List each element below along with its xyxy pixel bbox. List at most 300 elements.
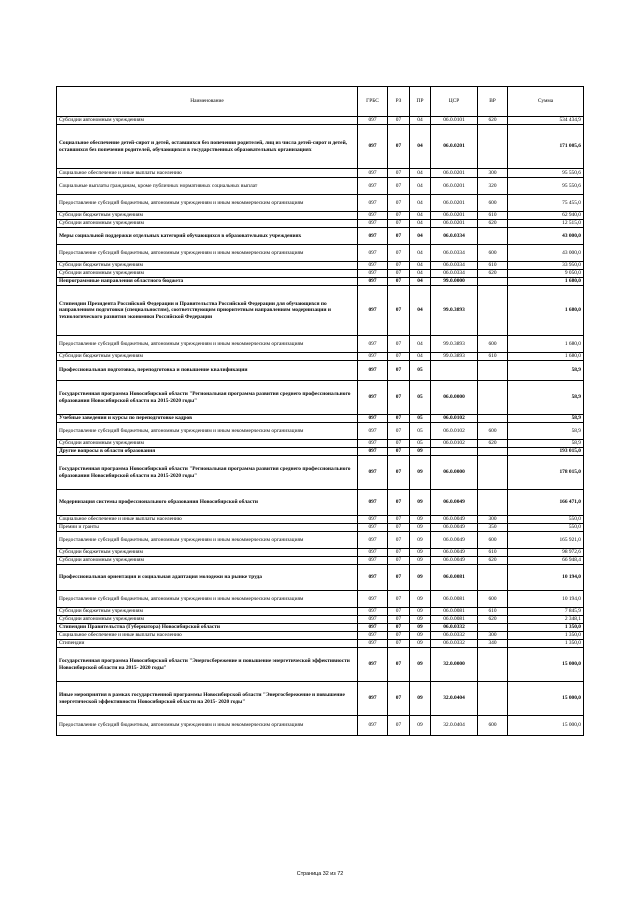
cell-grbs: 097 [358, 632, 388, 640]
cell-sum: 178 015,0 [508, 456, 584, 490]
cell-sum: 171 005,6 [508, 125, 584, 169]
table-row [57, 220, 584, 228]
cell-sum: 62 940,0 [508, 212, 584, 220]
cell-pr: 04 [410, 286, 431, 336]
cell-name: Предоставление субсидий бюджетным, автономным учреждениям и иным некоммерческим организациям [57, 423, 358, 440]
cell-csr: 06.0.0334 [431, 245, 478, 262]
cell-sum: 534 434,9 [508, 117, 584, 125]
cell-vr: 620 [478, 440, 508, 448]
cell-vr: 610 [478, 212, 508, 220]
cell-sum: 43 000,0 [508, 228, 584, 245]
cell-name: Государственная программа Новосибирской области "Региональная программа развития среднего профессионального образования Новосибирской области на 2015-2020 годы" [57, 381, 358, 415]
cell-vr: 620 [478, 220, 508, 228]
cell-rz: 07 [388, 361, 410, 381]
cell-pr: 04 [410, 270, 431, 278]
cell-grbs: 097 [358, 591, 388, 608]
cell-vr [478, 456, 508, 490]
cell-rz: 07 [388, 212, 410, 220]
table-row [57, 381, 584, 415]
cell-pr: 09 [410, 616, 431, 624]
cell-csr: 06.0.0102 [431, 440, 478, 448]
cell-sum: 95 550,6 [508, 169, 584, 178]
cell-grbs: 097 [358, 353, 388, 361]
cell-grbs: 097 [358, 565, 388, 591]
cell-sum: 1 350,0 [508, 624, 584, 632]
cell-sum: 550,0 [508, 524, 584, 532]
cell-csr: 99.0.3893 [431, 336, 478, 353]
col-header-grbs: ГРБС [358, 87, 388, 117]
table-row [57, 448, 584, 456]
cell-sum: 15 000,0 [508, 682, 584, 716]
cell-csr: 99.0.3893 [431, 353, 478, 361]
table-row [57, 336, 584, 353]
cell-grbs: 097 [358, 286, 388, 336]
cell-sum: 75 455,0 [508, 195, 584, 212]
table-row [57, 549, 584, 557]
table-body [57, 117, 584, 736]
col-header-vr: ВР [478, 87, 508, 117]
cell-rz: 07 [388, 423, 410, 440]
table-row [57, 440, 584, 448]
cell-vr: 610 [478, 608, 508, 616]
cell-grbs: 097 [358, 549, 388, 557]
cell-pr: 04 [410, 117, 431, 125]
table-row [57, 682, 584, 716]
cell-vr: 600 [478, 245, 508, 262]
cell-rz: 07 [388, 169, 410, 178]
cell-sum: 10 194,0 [508, 565, 584, 591]
cell-vr: 600 [478, 336, 508, 353]
cell-name: Модернизация системы профессионального образования Новосибирской области [57, 490, 358, 516]
cell-name: Предоставление субсидий бюджетным, автономным учреждениям и иным некоммерческим организациям [57, 532, 358, 549]
cell-sum: 58,9 [508, 440, 584, 448]
table-row [57, 212, 584, 220]
cell-pr: 09 [410, 524, 431, 532]
cell-csr: 06.0.0332 [431, 640, 478, 648]
cell-vr [478, 361, 508, 381]
table-row [57, 524, 584, 532]
cell-vr: 620 [478, 270, 508, 278]
cell-csr: 32.0.0404 [431, 716, 478, 736]
cell-csr: 06.0.0102 [431, 423, 478, 440]
cell-name: Субсидии автономным учреждениям [57, 616, 358, 624]
cell-csr: 06.0.0081 [431, 616, 478, 624]
table-row [57, 270, 584, 278]
cell-csr: 06.0.0332 [431, 624, 478, 632]
cell-rz: 07 [388, 117, 410, 125]
cell-csr: 06.0.0334 [431, 228, 478, 245]
cell-grbs: 097 [358, 278, 388, 286]
cell-csr: 06.0.0201 [431, 178, 478, 195]
cell-grbs: 097 [358, 516, 388, 524]
table-row [57, 125, 584, 169]
cell-pr: 09 [410, 716, 431, 736]
cell-vr: 340 [478, 640, 508, 648]
cell-rz: 07 [388, 278, 410, 286]
table-row [57, 195, 584, 212]
cell-vr: 610 [478, 262, 508, 270]
cell-csr: 06.0.0049 [431, 557, 478, 565]
cell-pr: 05 [410, 440, 431, 448]
table-row [57, 640, 584, 648]
cell-sum: 98 972,6 [508, 549, 584, 557]
table-header-row [57, 87, 584, 117]
cell-vr: 620 [478, 117, 508, 125]
col-header-rz: РЗ [388, 87, 410, 117]
cell-pr: 05 [410, 381, 431, 415]
cell-vr: 600 [478, 423, 508, 440]
cell-pr: 09 [410, 532, 431, 549]
cell-pr: 09 [410, 549, 431, 557]
cell-rz: 07 [388, 557, 410, 565]
cell-vr [478, 648, 508, 682]
cell-name: Предоставление субсидий бюджетным, автономным учреждениям и иным некоммерческим организациям [57, 195, 358, 212]
cell-rz: 07 [388, 565, 410, 591]
cell-grbs: 097 [358, 212, 388, 220]
cell-csr: 06.0.0049 [431, 490, 478, 516]
table-row [57, 353, 584, 361]
cell-name: Стипендии Правительства (Губернатора) Новосибирской области [57, 624, 358, 632]
cell-csr: 06.0.0201 [431, 169, 478, 178]
table-row [57, 490, 584, 516]
cell-vr [478, 278, 508, 286]
cell-vr: 600 [478, 195, 508, 212]
cell-grbs: 097 [358, 608, 388, 616]
table-row [57, 648, 584, 682]
cell-grbs: 097 [358, 336, 388, 353]
cell-pr: 04 [410, 228, 431, 245]
cell-rz: 07 [388, 524, 410, 532]
cell-grbs: 097 [358, 245, 388, 262]
cell-sum: 193 015,0 [508, 448, 584, 456]
table-row [57, 117, 584, 125]
cell-sum: 1 680,0 [508, 353, 584, 361]
cell-name: Иные мероприятия в рамках государственной программы Новосибирской области "Энергосбережение и повышение энергетической эффективности Новосибирской области на 2015- 2020 годы" [57, 682, 358, 716]
cell-grbs: 097 [358, 682, 388, 716]
cell-name: Субсидии бюджетным учреждениям [57, 549, 358, 557]
budget-table [56, 86, 584, 736]
cell-name: Премии и гранты [57, 524, 358, 532]
cell-name: Субсидии бюджетным учреждениям [57, 262, 358, 270]
cell-name: Государственная программа Новосибирской области "Энергосбережение и повышение энергетической эффективности Новосибирской области на 2015- 2020 годы" [57, 648, 358, 682]
cell-name: Другие вопросы в области образования [57, 448, 358, 456]
cell-grbs: 097 [358, 557, 388, 565]
cell-grbs: 097 [358, 195, 388, 212]
cell-rz: 07 [388, 591, 410, 608]
cell-rz: 07 [388, 616, 410, 624]
cell-rz: 07 [388, 336, 410, 353]
cell-sum: 15 000,0 [508, 648, 584, 682]
cell-csr: 06.0.0201 [431, 212, 478, 220]
cell-grbs: 097 [358, 624, 388, 632]
cell-vr [478, 381, 508, 415]
cell-sum: 550,0 [508, 516, 584, 524]
cell-name: Субсидии автономным учреждениям [57, 270, 358, 278]
table-row [57, 169, 584, 178]
table-row [57, 228, 584, 245]
cell-vr [478, 228, 508, 245]
cell-pr: 05 [410, 415, 431, 423]
cell-pr: 09 [410, 516, 431, 524]
cell-grbs: 097 [358, 262, 388, 270]
cell-sum: 1 680,0 [508, 336, 584, 353]
cell-rz: 07 [388, 415, 410, 423]
cell-rz: 07 [388, 516, 410, 524]
cell-sum: 165 921,0 [508, 532, 584, 549]
cell-rz: 07 [388, 682, 410, 716]
cell-vr: 300 [478, 169, 508, 178]
cell-csr: 06.0.0049 [431, 549, 478, 557]
table-row [57, 278, 584, 286]
cell-name: Учебные заведения и курсы по переподготовке кадров [57, 415, 358, 423]
cell-vr: 300 [478, 516, 508, 524]
cell-grbs: 097 [358, 178, 388, 195]
cell-sum: 58,9 [508, 381, 584, 415]
cell-pr: 04 [410, 169, 431, 178]
cell-grbs: 097 [358, 270, 388, 278]
cell-csr: 06.0.0000 [431, 381, 478, 415]
cell-vr [478, 682, 508, 716]
cell-rz: 07 [388, 716, 410, 736]
cell-pr: 04 [410, 220, 431, 228]
cell-name: Предоставление субсидий бюджетным, автономным учреждениям и иным некоммерческим организациям [57, 591, 358, 608]
cell-vr: 610 [478, 353, 508, 361]
cell-csr: 06.0.0332 [431, 632, 478, 640]
cell-csr: 06.0.0102 [431, 415, 478, 423]
cell-pr: 04 [410, 178, 431, 195]
cell-csr: 06.0.0334 [431, 270, 478, 278]
cell-sum: 1 350,0 [508, 640, 584, 648]
cell-sum: 10 194,0 [508, 591, 584, 608]
cell-vr: 350 [478, 524, 508, 532]
cell-pr: 04 [410, 125, 431, 169]
cell-rz: 07 [388, 532, 410, 549]
cell-sum: 15 000,0 [508, 716, 584, 736]
cell-pr: 09 [410, 624, 431, 632]
cell-grbs: 097 [358, 228, 388, 245]
cell-pr: 04 [410, 336, 431, 353]
cell-name: Субсидии бюджетным учреждениям [57, 353, 358, 361]
cell-name: Государственная программа Новосибирской области "Региональная программа развития среднего профессионального образования Новосибирской области на 2015-2020 годы" [57, 456, 358, 490]
cell-sum: 33 950,0 [508, 262, 584, 270]
cell-sum: 166 471,0 [508, 490, 584, 516]
cell-pr: 09 [410, 608, 431, 616]
cell-rz: 07 [388, 448, 410, 456]
cell-name: Стипендии [57, 640, 358, 648]
cell-pr: 04 [410, 262, 431, 270]
page-footer: Страница 32 из 72 [296, 871, 344, 877]
cell-name: Субсидии бюджетным учреждениям [57, 608, 358, 616]
cell-rz: 07 [388, 549, 410, 557]
cell-csr: 99.0.0000 [431, 278, 478, 286]
table-row [57, 456, 584, 490]
table-row [57, 361, 584, 381]
table-row [57, 415, 584, 423]
cell-csr: 06.0.0081 [431, 608, 478, 616]
cell-grbs: 097 [358, 440, 388, 448]
cell-pr: 09 [410, 591, 431, 608]
table-row [57, 423, 584, 440]
cell-sum: 58,9 [508, 361, 584, 381]
col-header-sum: Сумма [508, 87, 584, 117]
cell-sum: 66 948,4 [508, 557, 584, 565]
cell-vr [478, 448, 508, 456]
cell-pr: 04 [410, 353, 431, 361]
cell-pr: 04 [410, 278, 431, 286]
table-row [57, 608, 584, 616]
cell-vr: 600 [478, 716, 508, 736]
cell-csr: 06.0.0101 [431, 117, 478, 125]
cell-name: Меры социальной поддержки отдельных категорий обучающихся в образовательных учреждениях [57, 228, 358, 245]
cell-sum: 1 680,0 [508, 286, 584, 336]
cell-pr: 09 [410, 640, 431, 648]
cell-sum: 9 050,0 [508, 270, 584, 278]
cell-name: Предоставление субсидий бюджетным, автономным учреждениям и иным некоммерческим организациям [57, 716, 358, 736]
col-header-pr: ПР [410, 87, 431, 117]
cell-rz: 07 [388, 286, 410, 336]
cell-name: Профессиональная подготовка, переподготовка и повышение квалификации [57, 361, 358, 381]
table-row [57, 516, 584, 524]
cell-name: Социальное обеспечение и иные выплаты населению [57, 169, 358, 178]
cell-csr: 99.0.3893 [431, 286, 478, 336]
cell-pr: 09 [410, 682, 431, 716]
cell-name: Субсидии бюджетным учреждениям [57, 212, 358, 220]
cell-rz: 07 [388, 640, 410, 648]
cell-sum: 58,9 [508, 423, 584, 440]
cell-name: Социальное обеспечение и иные выплаты населению [57, 632, 358, 640]
cell-grbs: 097 [358, 616, 388, 624]
cell-rz: 07 [388, 624, 410, 632]
cell-rz: 07 [388, 648, 410, 682]
table-row [57, 262, 584, 270]
cell-vr [478, 286, 508, 336]
table-row [57, 286, 584, 336]
table-row [57, 532, 584, 549]
cell-vr [478, 565, 508, 591]
cell-name: Социальные выплаты гражданам, кроме публичных нормативных социальных выплат [57, 178, 358, 195]
cell-name: Субсидии автономным учреждениям [57, 557, 358, 565]
cell-rz: 07 [388, 220, 410, 228]
cell-grbs: 097 [358, 490, 388, 516]
cell-rz: 07 [388, 195, 410, 212]
cell-sum: 43 000,0 [508, 245, 584, 262]
col-header-name: Наименование [57, 87, 358, 117]
cell-pr: 05 [410, 361, 431, 381]
table-row [57, 245, 584, 262]
cell-name: Социальное обеспечение и иные выплаты населению [57, 516, 358, 524]
cell-csr: 06.0.0049 [431, 524, 478, 532]
cell-pr: 05 [410, 423, 431, 440]
cell-vr: 620 [478, 557, 508, 565]
cell-name: Предоставление субсидий бюджетным, автономным учреждениям и иным некоммерческим организациям [57, 245, 358, 262]
cell-pr: 04 [410, 245, 431, 262]
cell-pr: 09 [410, 448, 431, 456]
cell-name: Субсидии автономным учреждениям [57, 220, 358, 228]
cell-rz: 07 [388, 381, 410, 415]
cell-vr [478, 490, 508, 516]
cell-grbs: 097 [358, 220, 388, 228]
cell-rz: 07 [388, 245, 410, 262]
cell-vr [478, 415, 508, 423]
cell-csr: 06.0.0201 [431, 125, 478, 169]
cell-grbs: 097 [358, 524, 388, 532]
cell-vr: 600 [478, 532, 508, 549]
cell-rz: 07 [388, 270, 410, 278]
cell-name: Предоставление субсидий бюджетным, автономным учреждениям и иным некоммерческим организациям [57, 336, 358, 353]
cell-rz: 07 [388, 456, 410, 490]
cell-csr: 06.0.0201 [431, 220, 478, 228]
cell-grbs: 097 [358, 640, 388, 648]
cell-pr: 09 [410, 632, 431, 640]
cell-rz: 07 [388, 228, 410, 245]
table-row [57, 632, 584, 640]
cell-name: Непрограммные направления областного бюджета [57, 278, 358, 286]
cell-grbs: 097 [358, 532, 388, 549]
cell-vr: 320 [478, 178, 508, 195]
table-row [57, 178, 584, 195]
cell-grbs: 097 [358, 648, 388, 682]
cell-pr: 04 [410, 212, 431, 220]
cell-rz: 07 [388, 125, 410, 169]
cell-name: Стипендии Президента Российской Федерации и Правительства Российской Федерации для обучающихся по направлениям подготовки (специальностям), соответствующим приоритетным направлениям модернизации и технологического развития экономики Российской Федерации [57, 286, 358, 336]
cell-grbs: 097 [358, 125, 388, 169]
cell-grbs: 097 [358, 169, 388, 178]
table-row [57, 624, 584, 632]
cell-vr: 600 [478, 591, 508, 608]
cell-csr: 32.0.0000 [431, 648, 478, 682]
cell-grbs: 097 [358, 381, 388, 415]
cell-pr: 09 [410, 557, 431, 565]
cell-name: Субсидии автономным учреждениям [57, 440, 358, 448]
cell-csr: 06.0.0049 [431, 532, 478, 549]
cell-grbs: 097 [358, 117, 388, 125]
cell-rz: 07 [388, 632, 410, 640]
cell-rz: 07 [388, 440, 410, 448]
cell-pr: 04 [410, 195, 431, 212]
cell-grbs: 097 [358, 361, 388, 381]
cell-pr: 09 [410, 490, 431, 516]
cell-pr: 09 [410, 456, 431, 490]
cell-csr: 06.0.0081 [431, 591, 478, 608]
table-row [57, 616, 584, 624]
cell-vr: 300 [478, 632, 508, 640]
cell-csr: 32.0.0404 [431, 682, 478, 716]
cell-csr: 06.0.0081 [431, 565, 478, 591]
table-row [57, 565, 584, 591]
cell-vr: 610 [478, 549, 508, 557]
table-row [57, 557, 584, 565]
col-header-csr: ЦСР [431, 87, 478, 117]
table-row [57, 716, 584, 736]
cell-sum: 1 680,0 [508, 278, 584, 286]
cell-name: Субсидии автономным учреждениям [57, 117, 358, 125]
cell-sum: 1 350,0 [508, 632, 584, 640]
cell-rz: 07 [388, 262, 410, 270]
cell-grbs: 097 [358, 716, 388, 736]
cell-csr: 06.0.0334 [431, 262, 478, 270]
cell-csr: 06.0.0049 [431, 516, 478, 524]
table-row [57, 591, 584, 608]
cell-rz: 07 [388, 608, 410, 616]
cell-grbs: 097 [358, 415, 388, 423]
cell-rz: 07 [388, 178, 410, 195]
cell-grbs: 097 [358, 456, 388, 490]
cell-csr [431, 361, 478, 381]
cell-sum: 2 348,1 [508, 616, 584, 624]
cell-vr [478, 624, 508, 632]
cell-vr: 620 [478, 616, 508, 624]
cell-rz: 07 [388, 490, 410, 516]
